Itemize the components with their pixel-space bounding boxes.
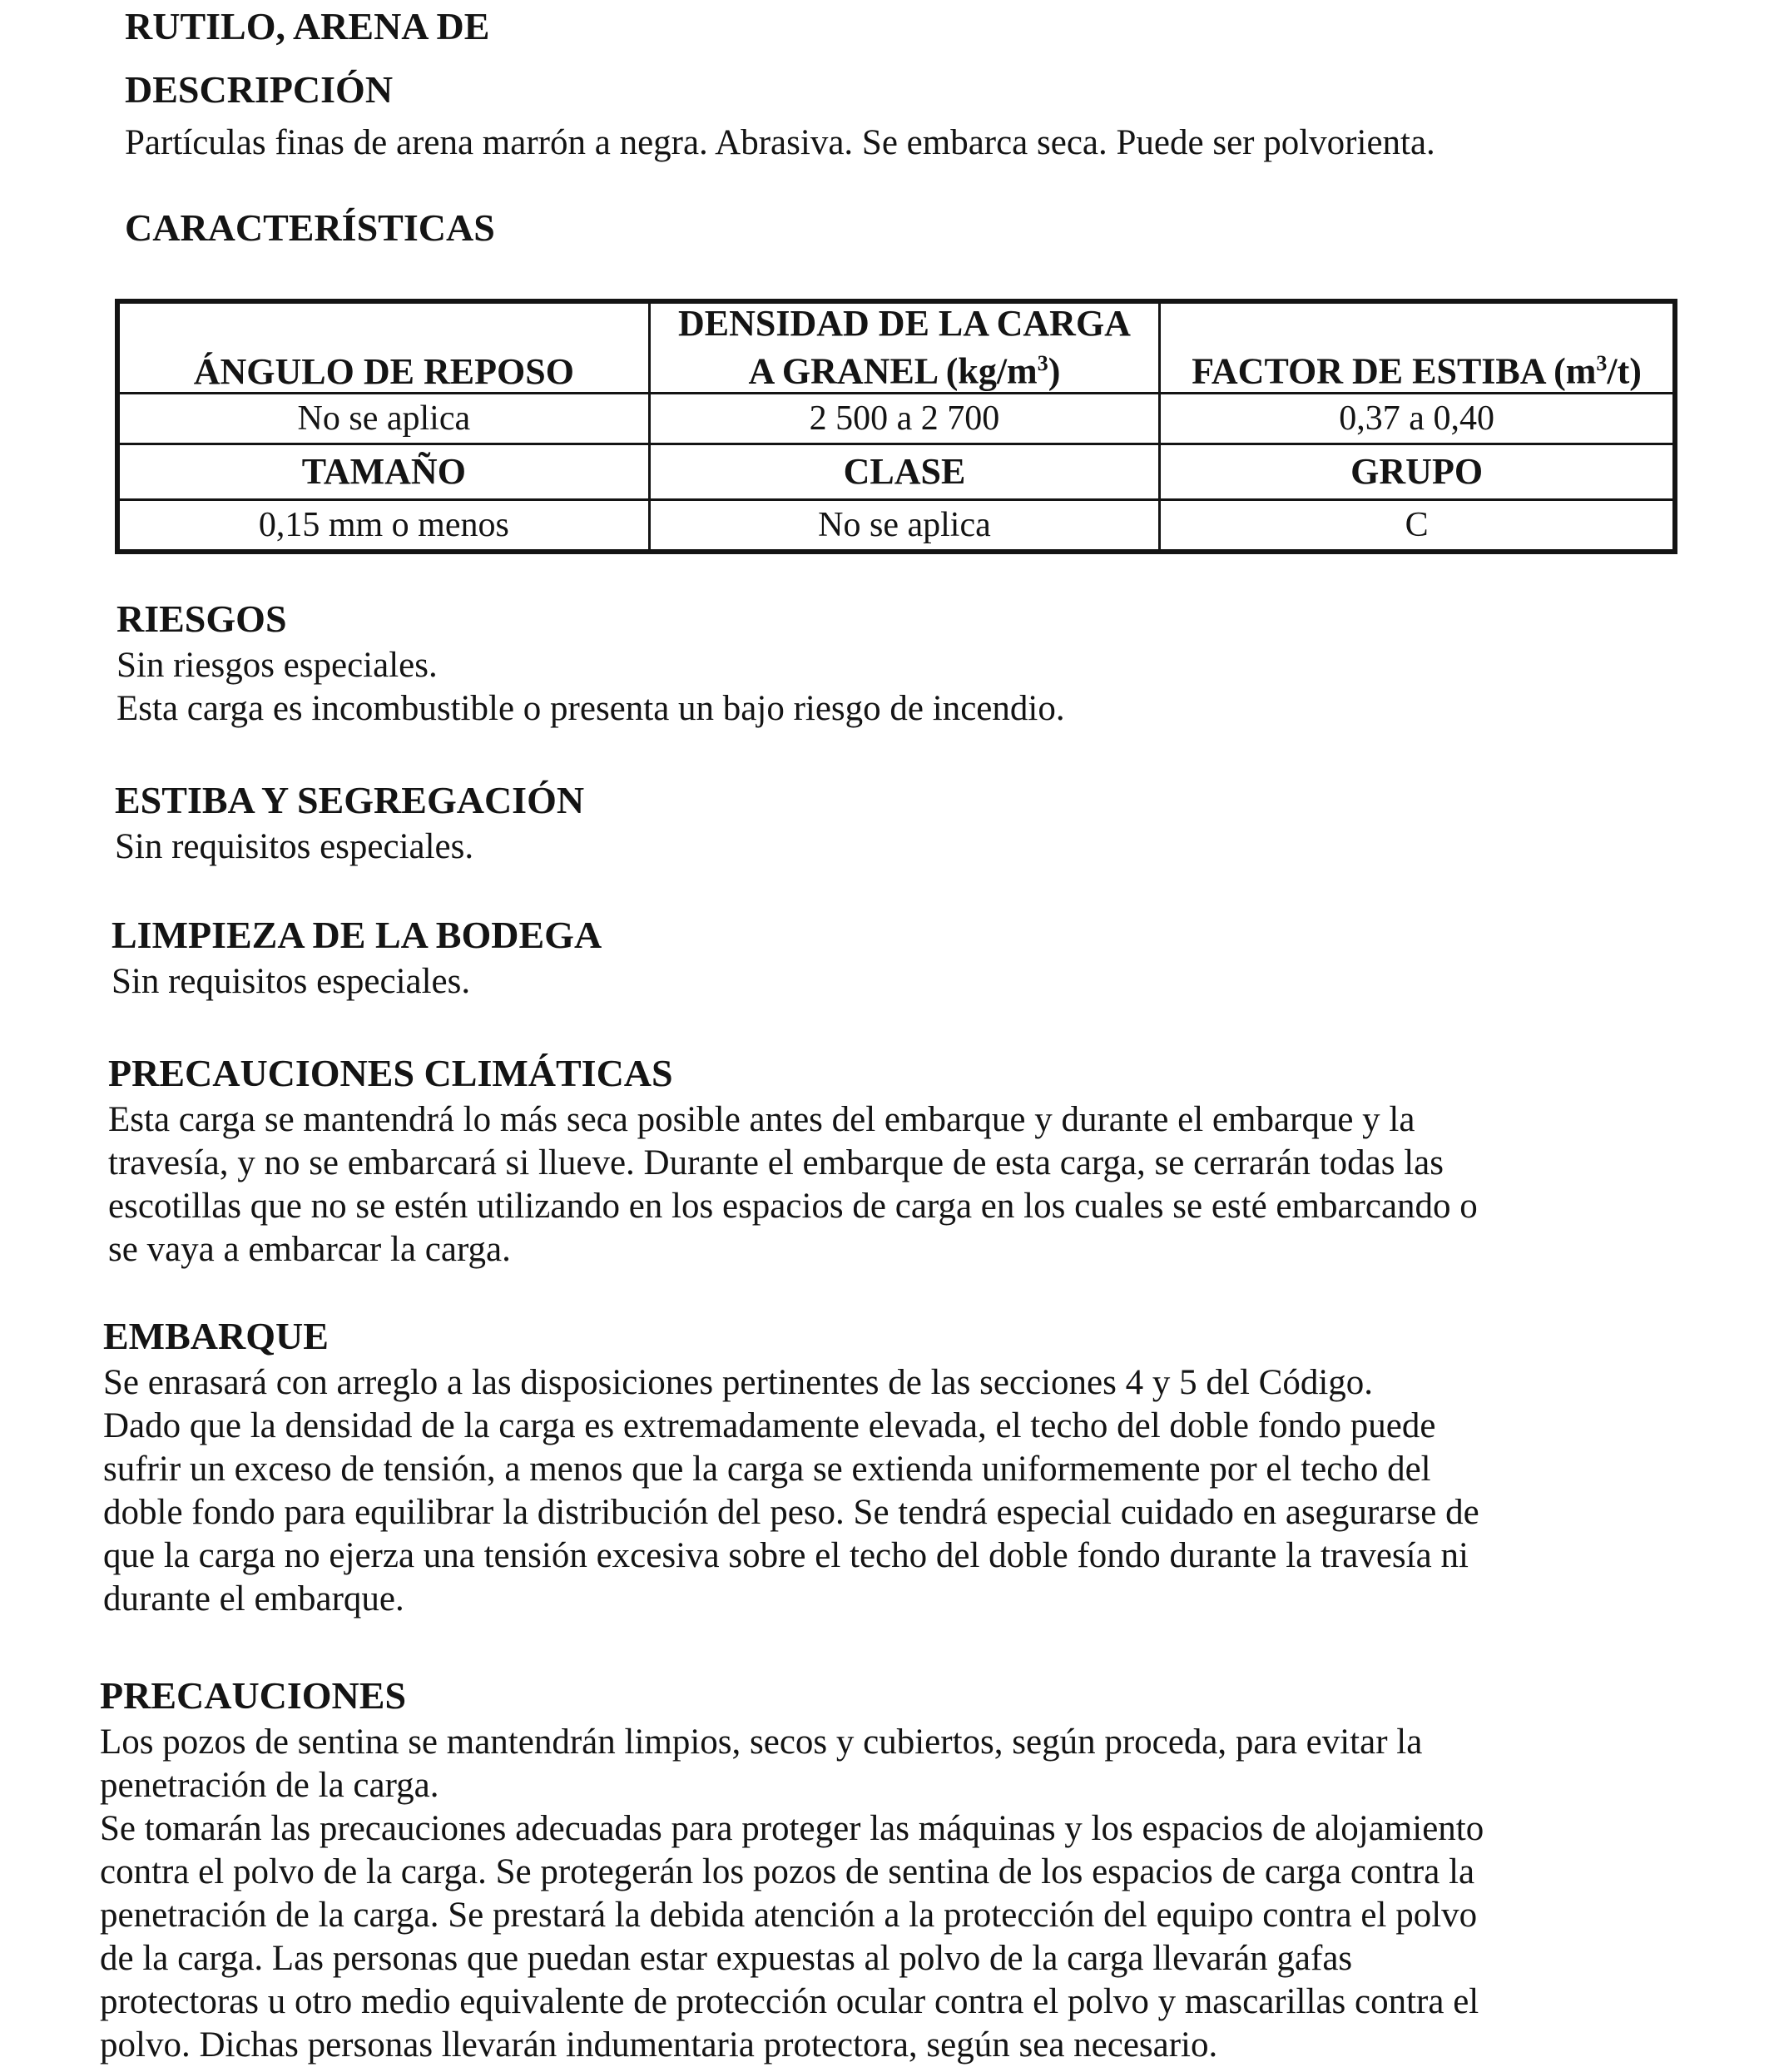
tamano-header: TAMAÑO bbox=[117, 444, 649, 499]
riesgos-text: Sin riesgos especiales. Esta carga es incombustible o presenta un bajo riesgo de incendio. bbox=[116, 646, 1065, 728]
grupo-value: C bbox=[1160, 499, 1675, 552]
riesgos-heading: RIESGOS bbox=[116, 597, 287, 640]
densidad-header: DENSIDAD DE LA CARGA A GRANEL $(kg/m^3)$ bbox=[649, 301, 1160, 393]
limpieza-heading: LIMPIEZA DE LA BODEGA bbox=[111, 914, 602, 956]
grupo-header: GRUPO bbox=[1160, 444, 1675, 499]
estiba-text: Sin requisitos especiales. bbox=[115, 827, 474, 866]
factor-estiba-header: FACTOR DE ESTIBA $(m^3/t)$ bbox=[1160, 301, 1675, 393]
precauciones-text: Los pozos de sentina se mantendrán limpios, secos y cubiertos, según proceda, para evitar la penetración de la carga. Se tomarán las precauciones adecuadas para proteger las máquinas y los espacios de alojamiento contra el polvo de la carga. Se protegerán los pozos de sentina de los espacios de carga contra la penetración de la carga. Se prestará la debida atención a la protección del equipo contra el polvo de la carga. Las personas que puedan estar expuestas al polvo de la carga llevarán gafas protectoras u otro medio equivalente de protección ocular contra el polvo y mascarillas contra el polvo. Dichas personas llevarán indumentaria protectora, según sea necesario. bbox=[100, 1723, 1484, 2065]
climaticas-heading: PRECAUCIONES CLIMÁTICAS bbox=[108, 1052, 673, 1094]
clase-header: CLASE bbox=[649, 444, 1160, 499]
factor-estiba-value: 0,37 a 0,40 bbox=[1160, 393, 1675, 444]
tamano-value: 0,15 mm o menos bbox=[117, 499, 649, 552]
embarque-text: Se enrasará con arreglo a las disposiciones pertinentes de las secciones 4 y 5 del Código. Dado que la densidad de la carga es extremadamente elevada, el techo del doble fondo puede sufrir un exceso de tensión, a menos que la carga se extienda uniformemente por el techo del doble fondo para equilibrar la distribución del peso. Se tendrá especial cuidado en asegurarse de que la carga no ejerza una tensión excesiva sobre el techo del doble fondo durante la travesía ni durante el embarque. bbox=[103, 1363, 1479, 1618]
characteristics-table bbox=[115, 299, 1677, 554]
descripcion-heading: DESCRIPCIÓN bbox=[125, 68, 394, 111]
descripcion-text: Partículas finas de arena marrón a negra. Abrasiva. Se embarca seca. Puede ser polvorienta. bbox=[125, 123, 1435, 162]
estiba-heading: ESTIBA Y SEGREGACIÓN bbox=[115, 779, 585, 821]
climaticas-text: Esta carga se mantendrá lo más seca posible antes del embarque y durante el embarque y la travesía, y no se embarcará si llueve. Durante el embarque de esta carga, se cerrarán todas las escotillas que no se estén utilizando en los espacios de carga en los cuales se esté embarcando o se vaya a embarcar la carga. bbox=[108, 1100, 1478, 1269]
table-row bbox=[117, 393, 1675, 444]
table-row bbox=[117, 499, 1675, 552]
limpieza-text: Sin requisitos especiales. bbox=[111, 962, 471, 1001]
precauciones-heading: PRECAUCIONES bbox=[100, 1674, 407, 1717]
table-header-row bbox=[117, 301, 1675, 393]
embarque-heading: EMBARQUE bbox=[103, 1315, 329, 1357]
clase-value: No se aplica bbox=[649, 499, 1160, 552]
table-header-row bbox=[117, 444, 1675, 499]
angulo-reposo-header: ÁNGULO DE REPOSO bbox=[117, 301, 649, 393]
densidad-value: 2 500 a 2 700 bbox=[649, 393, 1160, 444]
caracteristicas-heading: CARACTERÍSTICAS bbox=[125, 206, 495, 249]
document-title: RUTILO, ARENA DE bbox=[125, 5, 490, 47]
angulo-reposo-value: No se aplica bbox=[117, 393, 649, 444]
